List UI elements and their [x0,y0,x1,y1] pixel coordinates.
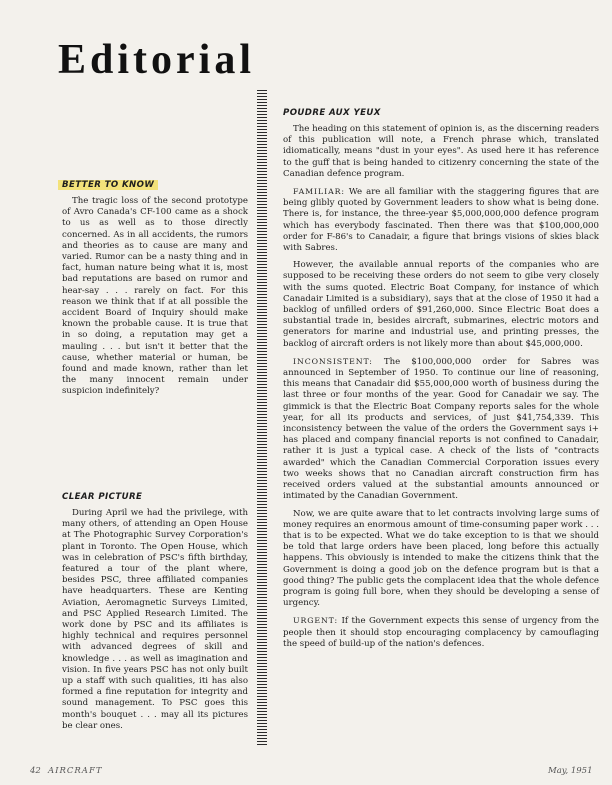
left-column [62,172,248,404]
heading-poudre-aux-yeux: POUDRE AUX YEUX [283,108,381,118]
footer-page-number: 42 [30,766,41,776]
text-inconsistent: The $100,000,000 order for Sabres was announced in September of 1950. To continue our line of reasoning, this means that Canadair did $55,000,000 worth of business during the last three or four months of the year. Good for Canadair we say. The gimmick is that the Electric Boat Company reports sales for the whole year, for all its products and services, of just $41,754,339. This inconsistency between the value of the orders the Government says i+ has placed and company financial reports is not confined to Canadair, rather it is just a typical case. A check of the lists of "contracts awarded" which the Canadian Commercial Corporation issues every two weeks shows that no Canadian aircraft construction firm has received orders valued at the substantial amounts announced or intimated by the Canadian Government. [283,356,599,502]
footer-date: May, 1951 [548,766,593,776]
lead-urgent: URGENT: [293,616,339,626]
right-column [283,108,599,656]
text-familiar: We are all familiar with the staggering figures that are being glibly quoted by Government leaders to show what is being done. There is, for instance, the three-year $5,000,000,000 defence program which has everybody fascinated. Then there was that $100,000,000 order for F-86's to Canadair, a figure that brings visions of skies black with Sabres. [283,187,600,254]
paragraph-better-to-know: The tragic loss of the second prototype of Avro Canada's CF-100 came as a shock to us as well as to those directly concerned. As in all accidents, the rumors and theories as to cause are many and varied. Rumor can be a nasty thing and in fact, human nature being what it is, most bad reputations are based on rumor and hear-say . . . rarely on fact. For this reason we think that if at all possible the accident Board of Inquiry should make known the probable cause. It is true that in so doing, a reputation may get a mauling . . . but isn't it better that the cause, whether material or human, be found and made known, rather than let the many innocent remain under suspicion indefinitely? [62,196,248,397]
footer-magazine: AIRCRAFT [48,766,103,776]
heading-better-to-know: BETTER TO KNOW [58,180,158,190]
heading-clear-picture: CLEAR PICTURE [62,492,143,502]
masthead-title: Editorial [58,37,256,83]
clear-picture-section [62,492,248,738]
text-urgent: If the Government expects this sense of urgency from the people then it should stop encouraging complacency by camouflaging the speed of build-up of the nation's defences. [283,616,600,649]
lead-inconsistent: INCONSISTENT: [293,356,373,366]
paragraph-intro: The heading on this statement of opinion is, as the discerning readers of this publication will note, a French phrase which, translated idiomatically, means "dust in your eyes". As used here it has reference to the guff that is being handed to citizenry concerning the state of the Canadian defence program. [283,124,599,179]
column-divider [257,90,267,745]
paragraph-however: However, the available annual reports of the companies who are supposed to be receiving these orders do not seem to gibe very closely with the sums quoted. Electric Boat Company, for instance of which Canadair Limited is a subsidiary), says that at the close of 1950 it had a backlog of unfilled orders of $91,260,000. Since Electric Boat does a substantial trade in, besides aircraft, submarines, electric motors and generators for marine and industrial use, and printing presses, the backlog of aircraft orders is not likely more than about $45,000,000. [283,260,599,349]
paragraph-inconsistent [283,356,599,503]
paragraph-familiar [283,186,599,254]
lead-familiar: FAMILIAR: [293,187,345,197]
paragraph-now: Now, we are quite aware that to let contracts involving large sums of money requires an enormous amount of time-consuming paper work . . . that is to be expected. What we do take exception to is that we should be told that large orders have been placed, long before this actually happens. This obviously is intended to make the citizens think that the Government is doing a good job on the defence program but is that a good thing? The public gets the complacent idea that the whole defence program is going full bore, when they should be developing a sense of urgency. [283,508,599,609]
paragraph-clear-picture: During April we had the privilege, with many others, of attending an Open House at The Photographic Survey Corporation's plant in Toronto. The Open House, which was in celebration of PSC's fifth birthday, featured a tour of the plant where, besides PSC, three affiliated companies have headquarters. These are Kenting Aviation, Aeromagnetic Surveys Limited, and PSC Applied Research Limited. The work done by PSC and its affiliates is highly technical and requires personnel with advanced degrees of skill and knowledge . . . as well as imagination and vision. In five years PSC has not only built up a staff with such qualities, iti has also formed a fine reputation for integrity and sound management. To PSC goes this month's bouquet . . . may all its pictures be clear ones. [62,508,248,731]
paragraph-urgent [283,615,599,650]
